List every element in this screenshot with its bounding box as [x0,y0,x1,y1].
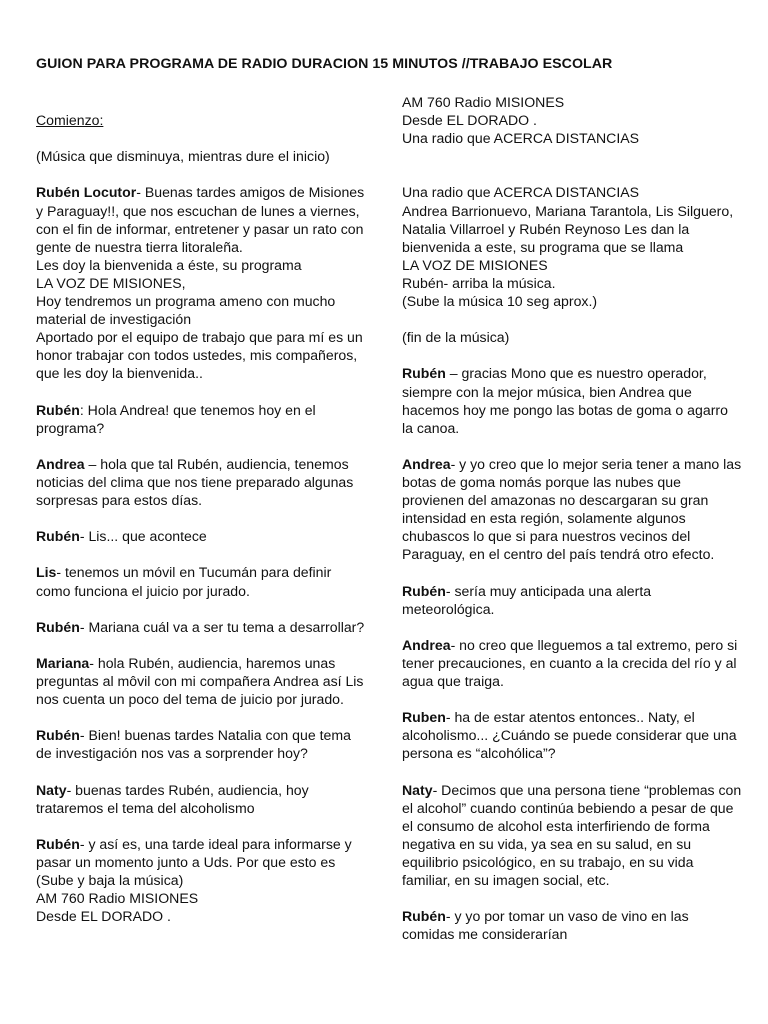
dialogue-line [36,835,368,925]
dialogue-text: - y yo por tomar un vaso de vino en las comidas me considerarían [402,908,689,943]
speaker-name: Mariana [36,654,90,671]
dialogue-text: - tenemos un móvil en Tucumán para definir como funciona el juicio por jurado. [36,564,332,599]
dialogue-text: : Hola Andrea! que tenemos hoy en el programa? [36,401,316,436]
dialogue-text: - sería muy anticipada una alerta meteorológica. [402,582,652,617]
spacer [36,509,368,527]
spacer [402,690,742,708]
dialogue-line [402,907,742,943]
dialogue-line [36,563,368,599]
dialogue-line [36,527,368,545]
dialogue-line [402,455,742,564]
spacer [36,165,368,183]
dialogue-line [36,183,368,382]
dialogue-line [402,781,742,890]
spacer [402,165,742,183]
dialogue-line [402,364,742,436]
spacer [36,437,368,455]
dialogue-line [36,455,368,509]
dialogue-line [36,726,368,762]
document-title: GUION PARA PROGRAMA DE RADIO DURACION 15 MINUTOS //TRABAJO ESCOLAR [36,56,613,72]
speaker-name: Rubén [402,908,446,925]
spacer [36,708,368,726]
spacer [36,383,368,401]
dialogue-line [36,654,368,708]
dialogue-text: - hola Rubén, audiencia, haremos unas preguntas al môvil con mi compañera Andrea así Lis nos cuenta un poco del tema de juicio por jurado. [36,654,364,708]
speaker-name: Ruben [402,709,446,726]
dialogue-text: - no creo que lleguemos a tal extremo, pero si tener precauciones, en cuanto a la crecida del río y al agua que traiga. [402,636,738,689]
spacer [36,545,368,563]
spacer [36,129,368,147]
spacer [402,346,742,364]
speaker-name: Naty [402,781,433,798]
spacer [402,310,742,328]
stage-direction: (Música que disminuya, mientras dure el inicio) [36,148,330,165]
stage-direction: (fin de la música) [402,329,510,346]
dialogue-line [36,618,368,636]
dialogue-text: - Mariana cuál va a ser tu tema a desarrollar? [79,618,365,635]
speaker-name: Rubén [36,528,80,545]
spacer [402,563,742,581]
speaker-name: Rubén [402,582,446,599]
right-column [402,93,742,943]
spacer [36,93,368,111]
dialogue-line [402,636,742,690]
dialogue-text: - Bien! buenas tardes Natalia con que tema de investigación nos vas a sorprender hoy? [36,727,351,762]
speaker-name: Rubén [36,401,80,418]
spacer [402,762,742,780]
speaker-name: Rubén [402,365,446,382]
spacer [36,600,368,618]
dialogue-line [402,708,742,762]
dialogue-text: - ha de estar atentos entonces.. Naty, el alcoholismo... ¿Cuándo se puede considerar que una persona es “alcohólica”? [402,709,737,762]
spacer [402,437,742,455]
speaker-name: Rubén [36,727,80,744]
dialogue-text: - buenas tardes Rubén, audiencia, hoy trataremos el tema del alcoholismo [36,781,309,816]
dialogue-text: - y así es, una tarde ideal para informarse y pasar un momento junto a Uds. Por que esto es (Sube y baja la música) AM 760 Radio MISIONES Desde EL DORADO . [36,835,352,925]
spacer [36,762,368,780]
speaker-name: Rubén [36,835,80,852]
dialogue-text: - Buenas tardes amigos de Misiones y Paraguay!!, que nos escuchan de lunes a viernes, con el fin de informar, entretener y pasar un rato con gente de nuestra tierra litoraleña. Les doy la bienvenida a éste, su programa LA VOZ DE MISIONES, Hoy tendremos un programa ameno con mucho material de investigación Aportado por el equipo de trabajo que para mí es un honor trabajar con todos ustedes, mis compañeros, que les doy la bienvenida.. [36,184,365,382]
station-ident: AM 760 Radio MISIONES Desde EL DORADO . Una radio que ACERCA DISTANCIAS [402,94,640,147]
speaker-name: Rubén [36,618,80,635]
dialogue-text: – hola que tal Rubén, audiencia, tenemos noticias del clima que nos tiene preparado algunas sorpresas para estos días. [36,455,354,509]
section-heading: Comienzo: [36,112,104,129]
speaker-name: Andrea [402,636,451,653]
spacer [36,636,368,654]
dialogue-text: - Decimos que una persona tiene “problemas con el alcohol” cuando continúa bebiendo a pesar de que el consumo de alcohol esta interfiriendo de forma negativa en su vida, ya sea en su salud, en su equilibrio psicológico, en su trabajo, en su vida familiar, en su imagen social, etc. [402,781,742,889]
dialogue-line [402,582,742,618]
spacer [36,817,368,835]
speaker-name: Andrea [36,455,85,472]
speaker-name: Naty [36,781,67,798]
dialogue-text: - Lis... que acontece [79,528,207,545]
speaker-name: Andrea [402,455,451,472]
dialogue-text: – gracias Mono que es nuestro operador, siempre con la mejor música, bien Andrea que hacemos hoy me pongo las botas de goma o agarro la canoa. [402,365,728,436]
dialogue-text: - y yo creo que lo mejor seria tener a mano las botas de goma nomás porque las nubes que provienen del amazonas no descargaran su gran intensidad en esta región, solamente algunos chubascos lo que si para nuestros vecinos del Paraguay, en el centro del país tendrá otro efecto. [402,455,742,563]
dialogue-line [36,781,368,817]
speaker-name: Lis [36,564,57,581]
left-column [36,93,368,925]
spacer [402,618,742,636]
speaker-name: Rubén Locutor [36,184,137,201]
spacer [402,147,742,165]
program-intro: Una radio que ACERCA DISTANCIAS Andrea Barrionuevo, Mariana Tarantola, Lis Silguero, Natalia Villarroel y Rubén Reynoso Les dan la bienvenida a este, su programa que se llama LA VOZ DE MISIONES Rubén- arriba la música. (Sube la música 10 seg aprox.) [402,184,734,310]
spacer [402,889,742,907]
dialogue-line [36,401,368,437]
